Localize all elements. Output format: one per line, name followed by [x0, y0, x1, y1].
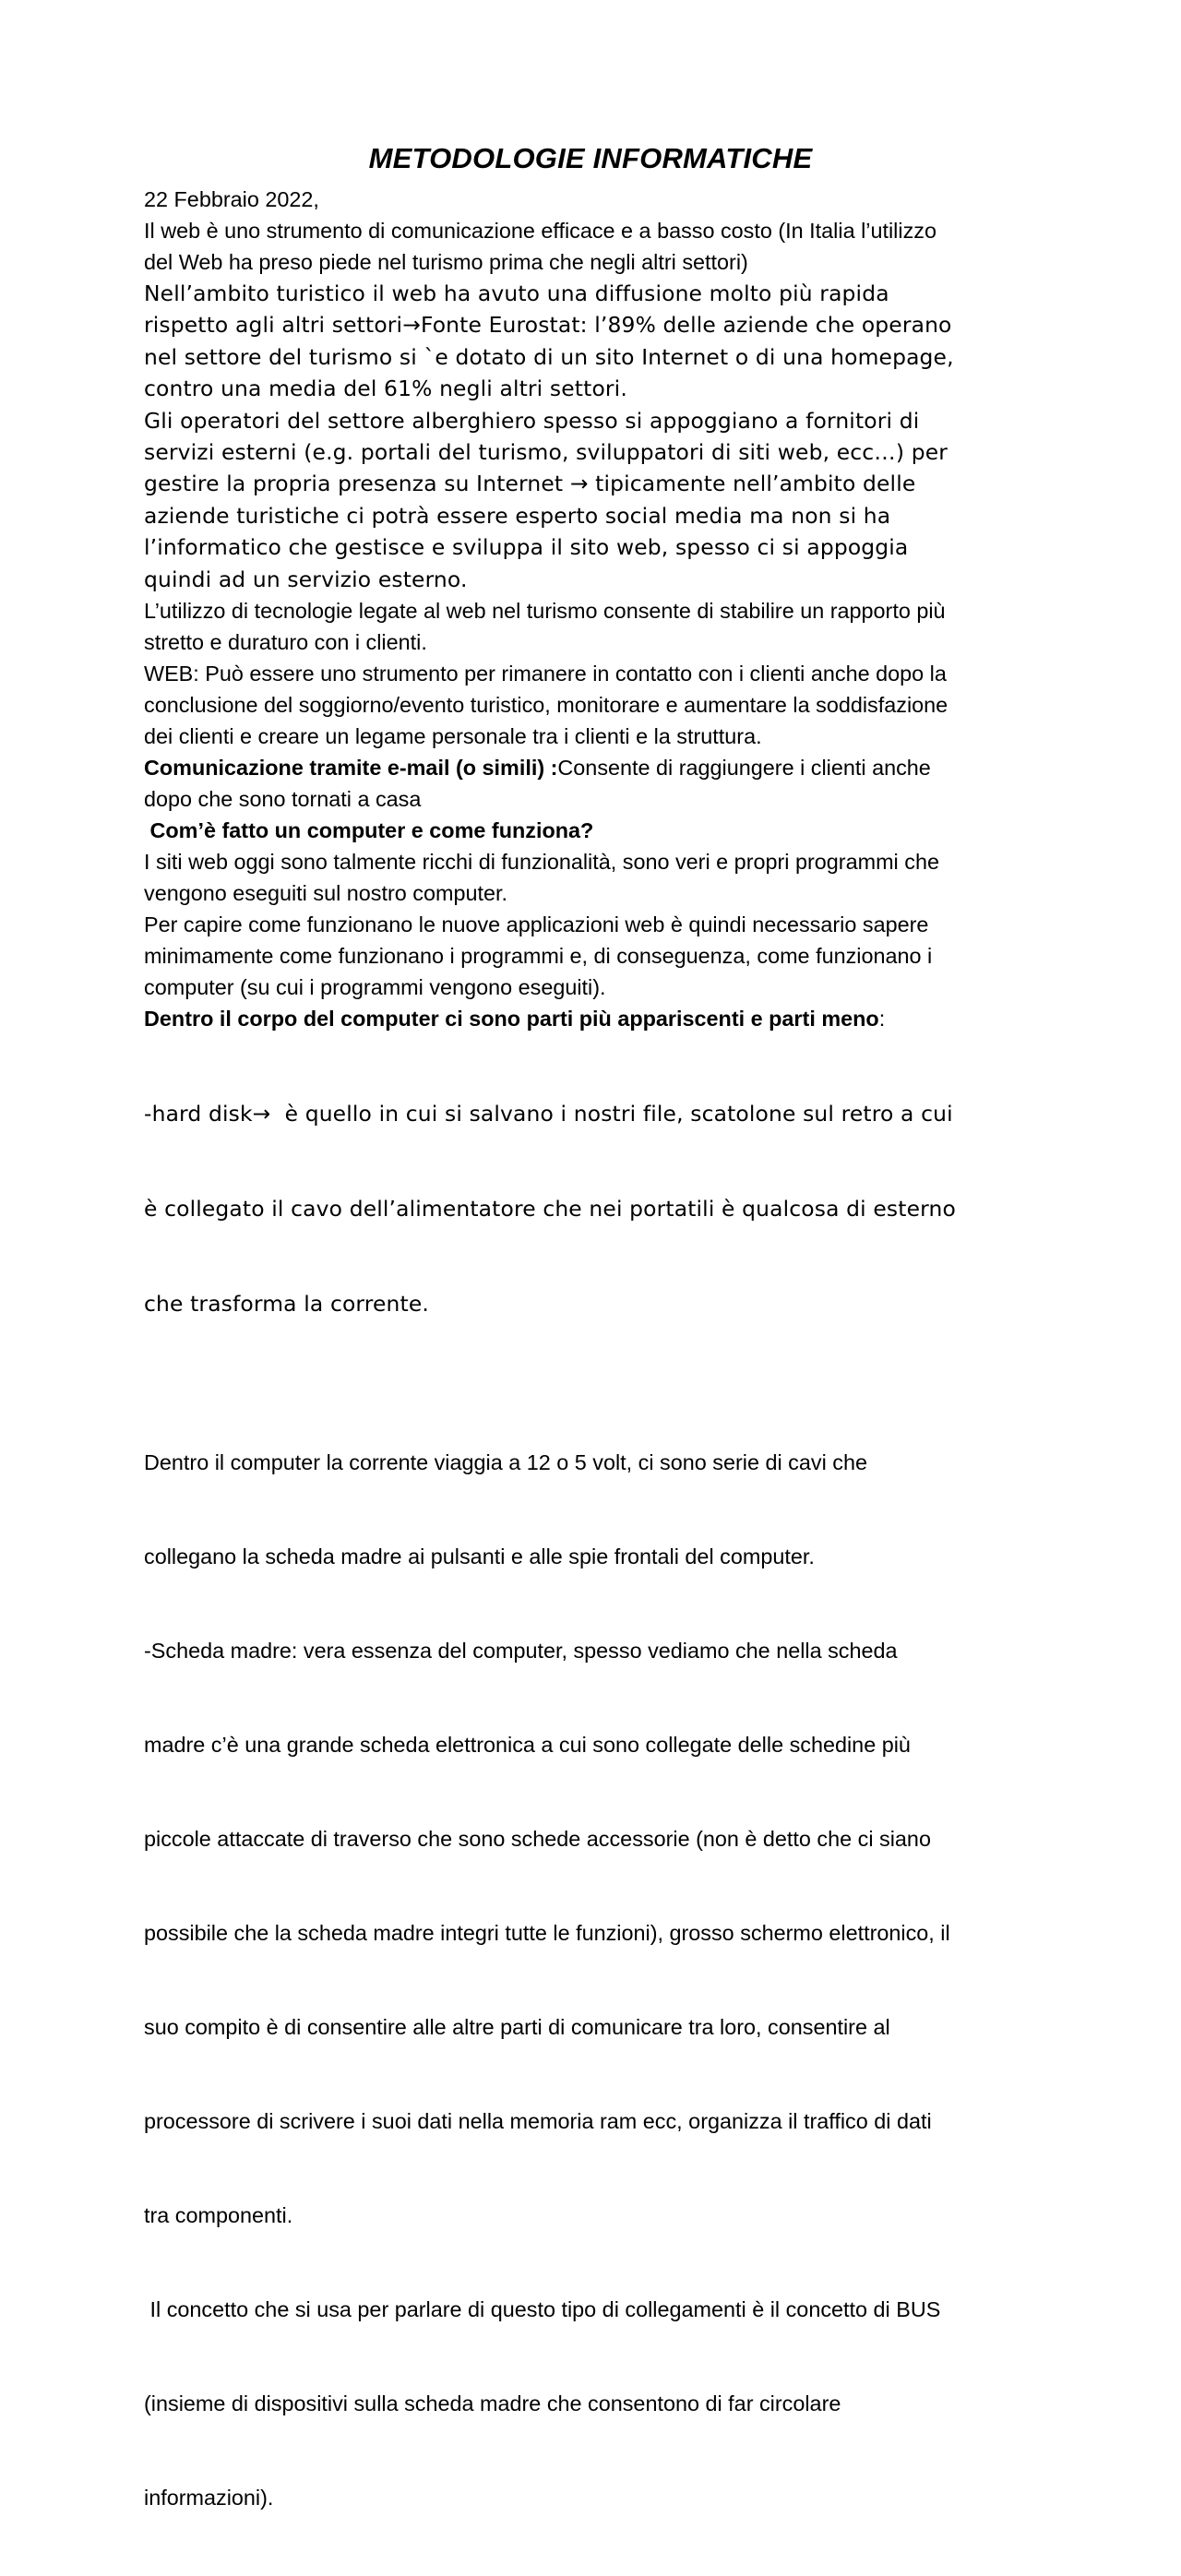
- text-line: suo compito è di consentire alle altre parti di comunicare tra loro, consentire al: [144, 2014, 890, 2039]
- text-line: che trasforma la corrente.: [144, 1291, 429, 1318]
- paragraph-web-technology: [144, 595, 1067, 752]
- text-line: Gli operatori del settore alberghiero spesso si appoggiano a fornitori di: [144, 407, 920, 434]
- text-line: (insieme di dispositivi sulla scheda madre che consentono di far circolare: [144, 2391, 841, 2415]
- text-line: [144, 752, 1067, 783]
- text-line: L’utilizzo di tecnologie legate al web nel turismo consente di stabilire un rapporto più: [144, 599, 946, 624]
- text-line: piccole attaccate di traverso che sono schede accessorie (non è detto che ci siano: [144, 1826, 931, 1851]
- paragraph-motherboard: [144, 1384, 1067, 2576]
- text-line: dopo che sono tornati a casa: [144, 787, 422, 812]
- text-line: -Scheda madre: vera essenza del computer, spesso vediamo che nella scheda: [144, 1638, 898, 1663]
- paragraph-email: [144, 752, 1067, 815]
- text-line: informazioni).: [144, 2485, 274, 2510]
- text-line: aziende turistiche ci potrà essere esperto social media ma non si ha: [144, 502, 891, 529]
- paragraph-web-programs: [144, 846, 1067, 1003]
- text-line: -hard disk→ è quello in cui si salvano i nostri file, scatolone sul retro a cui: [144, 1100, 953, 1127]
- text-line: Dentro il computer la corrente viaggia a 12 o 5 volt, ci sono serie di cavi che: [144, 1449, 867, 1474]
- text-line: rispetto agli altri settori→Fonte Eurostat: l’89% delle aziende che operano: [144, 312, 952, 339]
- text-line: vengono eseguiti sul nostro computer.: [144, 881, 507, 906]
- text-line: processore di scrivere i suoi dati nella memoria ram ecc, organizza il traffico di dati: [144, 2108, 932, 2133]
- document-body: [144, 184, 1067, 2576]
- parts-heading: Dentro il corpo del computer ci sono parti più appariscenti e parti meno: [144, 1007, 879, 1032]
- text-line: Nell’ambito turistico il web ha avuto una diffusione molto più rapida: [144, 280, 889, 306]
- paragraph-hard-disk: [144, 1034, 1067, 1383]
- text-line: computer (su cui i programmi vengono eseguiti).: [144, 975, 606, 1000]
- text-line: minimamente come funzionano i programmi e, di conseguenza, come funzionano i: [144, 944, 933, 969]
- text-line: collegano la scheda madre ai pulsanti e alle spie frontali del computer.: [144, 1544, 815, 1568]
- paragraph-web-intro: [144, 215, 1067, 278]
- text-line: quindi ad un servizio esterno.: [144, 566, 468, 592]
- text-line: servizi esterni (e.g. portali del turismo, sviluppatori di siti web, ecc…) per: [144, 439, 948, 466]
- text-line: possibile che la scheda madre integri tutte le funzioni), grosso schermo elettronico, il: [144, 1920, 950, 1945]
- parts-colon: :: [878, 1007, 886, 1032]
- text-line: conclusione del soggiorno/evento turistico, monitorare e aumentare la soddisfazione: [144, 693, 948, 718]
- email-heading: Comunicazione tramite e-mail (o simili) :: [144, 756, 558, 781]
- text-line: I siti web oggi sono talmente ricchi di funzionalità, sono veri e propri programmi che: [144, 850, 939, 875]
- email-description: Consente di raggiungere i clienti anche: [557, 756, 931, 781]
- text-line: del Web ha preso piede nel turismo prima che negli altri settori): [144, 250, 748, 274]
- text-line: tra componenti.: [144, 2202, 293, 2227]
- text-line: è collegato il cavo dell’alimentatore che nei portatili è qualcosa di esterno: [144, 1196, 956, 1222]
- section-heading-computer: Com’è fatto un computer e come funziona?: [144, 818, 594, 843]
- paragraph-tourism: [144, 278, 1067, 595]
- text-line: stretto e duraturo con i clienti.: [144, 630, 427, 655]
- document-title: METODOLOGIE INFORMATICHE: [368, 142, 813, 174]
- text-line: gestire la propria presenza su Internet → tipicamente nell’ambito delle: [144, 471, 916, 497]
- paragraph-computer-parts: [144, 1003, 1067, 1034]
- text-line: Per capire come funzionano le nuove applicazioni web è quindi necessario sapere: [144, 912, 929, 937]
- text-line: Il web è uno strumento di comunicazione efficace e a basso costo (In Italia l’utilizzo: [144, 219, 936, 243]
- text-line: WEB: Può essere uno strumento per rimanere in contatto con i clienti anche dopo la: [144, 662, 947, 686]
- text-line: dei clienti e creare un legame personale tra i clienti e la struttura.: [144, 724, 762, 749]
- text-line: nel settore del turismo si `e dotato di un sito Internet o di una homepage,: [144, 343, 954, 370]
- text-line: contro una media del 61% negli altri settori.: [144, 376, 627, 402]
- text-line: l’informatico che gestisce e sviluppa il sito web, spesso ci si appoggia: [144, 534, 909, 561]
- date-line: 22 Febbraio 2022,: [144, 187, 319, 211]
- text-line: Il concetto che si usa per parlare di questo tipo di collegamenti è il concetto di BUS: [144, 2296, 941, 2321]
- text-line: madre c’è una grande scheda elettronica a cui sono collegate delle schedine più: [144, 1732, 911, 1757]
